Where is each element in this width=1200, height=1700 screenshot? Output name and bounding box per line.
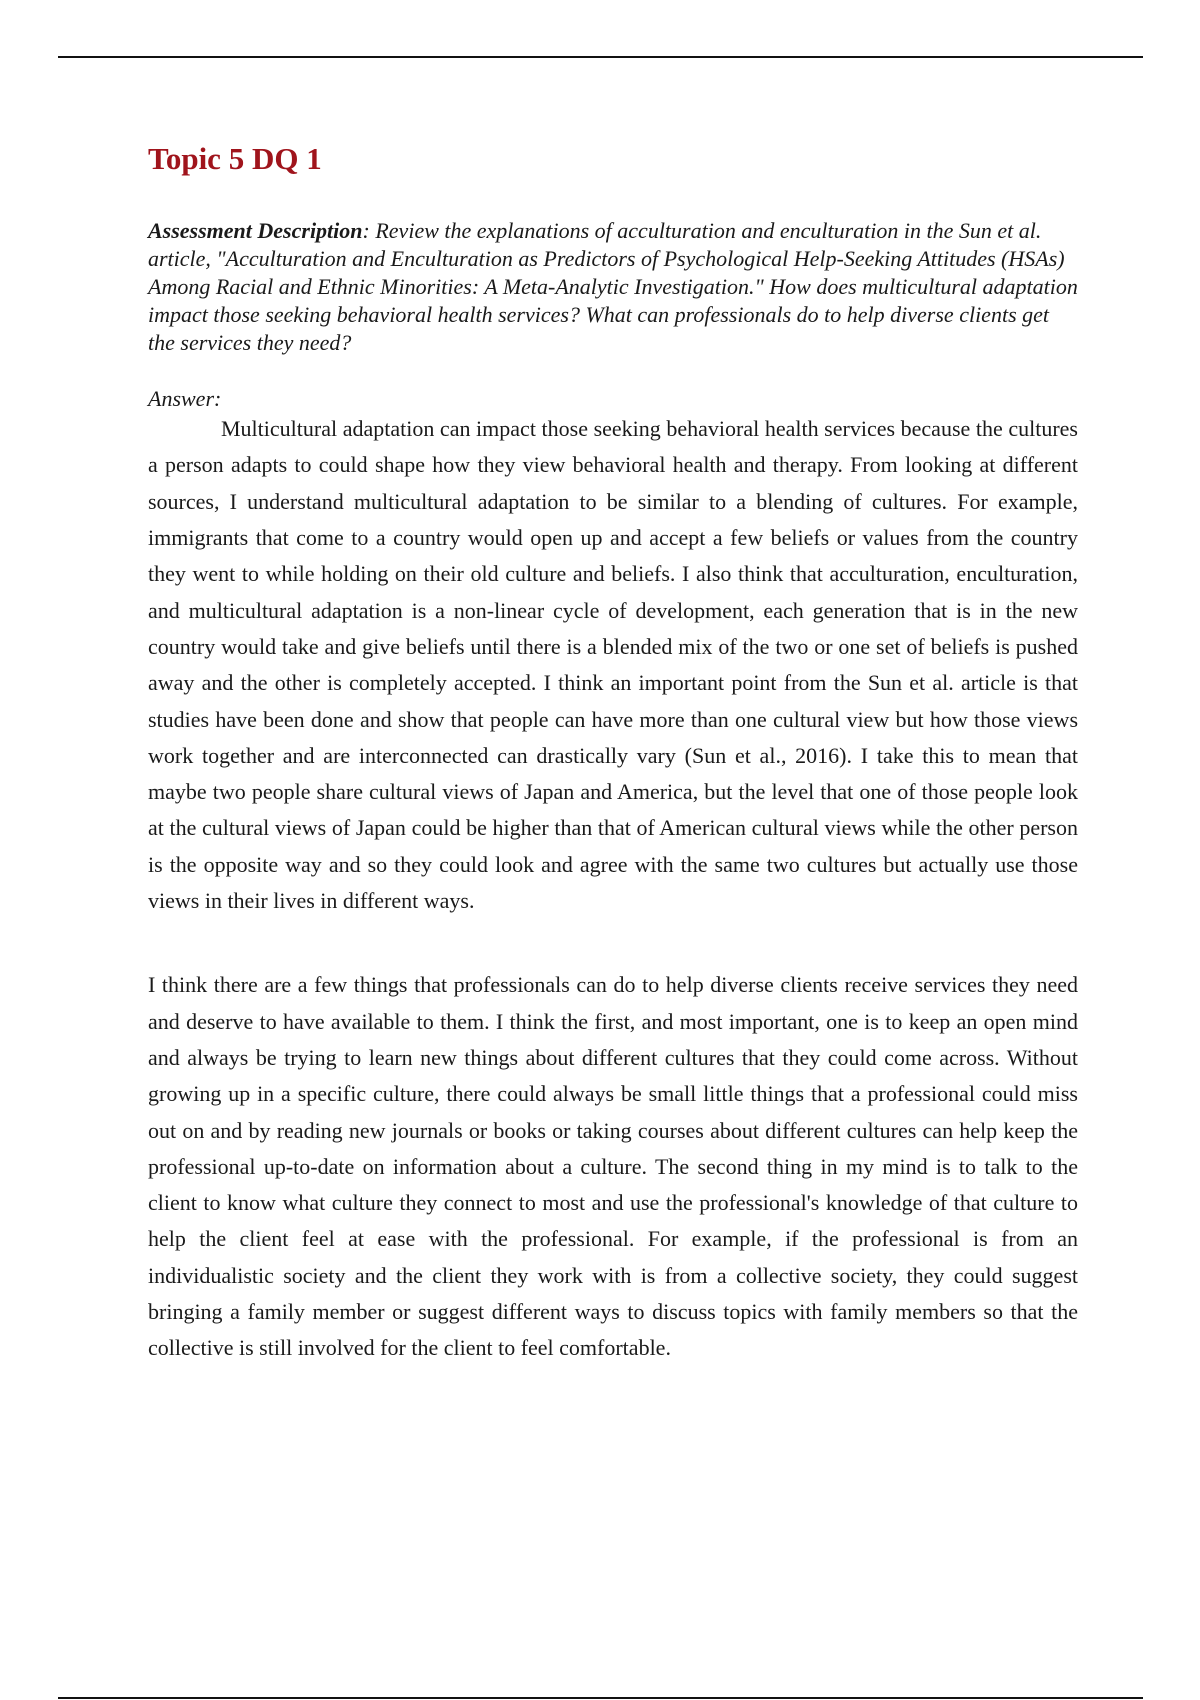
answer-paragraph: Multicultural adaptation can impact those seeking behavioral health services because the cultures a person adapts to could shape how they view behavioral health and therapy. From looking at different sources, I understand multicultural adaptation to be similar to a blending of cultures. For example, immigrants that come to a country would open up and accept a few beliefs or values from the country they went to while holding on their old culture and beliefs. I also think that acculturation, enculturation, and multicultural adaptation is a non-linear cycle of development, each generation that is in the new country would take and give beliefs until there is a blended mix of the two or one set of beliefs is pushed away and the other is completely accepted. I think an important point from the Sun et al. article is that studies have been done and show that people can have more than one cultural view but how those views work together and are interconnected can drastically vary (Sun et al., 2016). I take this to mean that maybe two people share cultural views of Japan and America, but the level that one of those people look at the cultural views of Japan could be higher than that of American cultural views while the other person is the opposite way and so they could look and agree with the same two cultures but actually use those views in their lives in different ways. <box>148 416 1078 914</box>
answer-label: Answer: <box>148 386 222 412</box>
document-title: Topic 5 DQ 1 <box>148 141 322 176</box>
assessment-text: : Review the explanations of acculturation and enculturation in the Sun et al. article, "Acculturation and Enculturation as Predictors of Psychological Help-Seeking Attitudes (HSAs) Among Racial and Ethnic Minorities: A Meta-Analytic Investigation." How does multicultural adaptation impact those seeking behavioral health services? What can professionals do to help diverse clients get the services they need? <box>148 218 1078 356</box>
assessment-description <box>148 217 1078 357</box>
document-body <box>148 140 1078 1367</box>
header-rule <box>58 56 1143 58</box>
answer-paragraph: I think there are a few things that professionals can do to help diverse clients receive services they need and deserve to have available to them. I think the first, and most important, one is to keep an open mind and always be trying to learn new things about different cultures that they could come across. Without growing up in a specific culture, there could always be small little things that a professional could miss out on and by reading new journals or books or taking courses about different cultures can help keep the professional up-to-date on information about a culture. The second thing in my mind is to talk to the client to know what culture they connect to most and use the professional's knowledge of that culture to help the client feel at ease with the professional. For example, if the professional is from an individualistic society and the client they work with is from a collective society, they could suggest bringing a family member or suggest different ways to discuss topics with family members so that the collective is still involved for the client to feel comfortable. <box>148 972 1078 1361</box>
footer-rule <box>58 1697 1143 1699</box>
assessment-label: Assessment Description <box>148 218 363 244</box>
